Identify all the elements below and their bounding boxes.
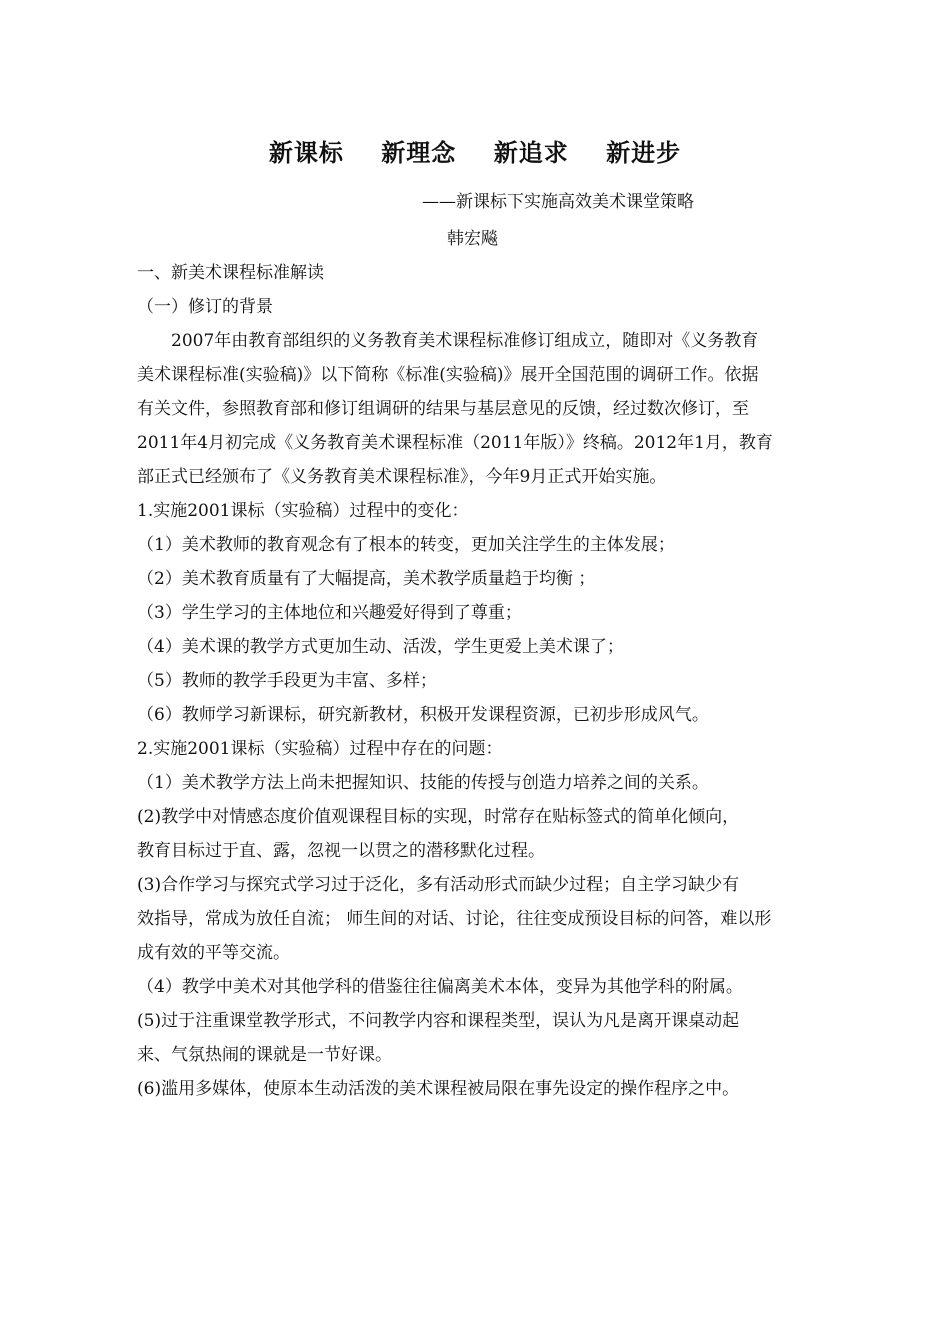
list-item: （4）教学中美术对其他学科的借鉴往往偏离美术本体，变异为其他学科的附属。 (137, 977, 743, 997)
paragraph-line: 2007年由教育部组织的义务教育美术课程标准修订组成立，随即对《义务教育 (171, 331, 759, 351)
problems-heading: 2.实施2001课标（实验稿）过程中存在的问题： (137, 739, 503, 759)
list-item-continuation: 教育目标过于直、露，忽视一以贯之的潜移默化过程。 (137, 841, 545, 861)
list-item-continuation: 来、气氛热闹的课就是一节好课。 (137, 1045, 392, 1065)
changes-list (137, 528, 817, 732)
list-item: （1）美术教学方法上尚未把握知识、技能的传授与创造力培养之间的关系。 (137, 773, 709, 793)
list-item-continuation: 效指导，常成为放任自流； 师生间的对话、讨论，往往变成预设目标的问答，难以形 (137, 909, 772, 929)
list-item: （1）美术教师的教育观念有了根本的转变，更加关注学生的主体发展； (137, 535, 675, 555)
document-subtitle: ——新课标下实施高效美术课堂策略 (422, 192, 694, 212)
section-heading: 一、新美术课程标准解读 (137, 263, 324, 283)
paragraph-line: 部正式已经颁布了《义务教育美术课程标准》，今年9月正式开始实施。 (137, 467, 667, 487)
subsection-heading: （一）修订的背景 (137, 297, 273, 317)
document-body (137, 256, 817, 1106)
paragraph-line: 有关文件，参照教育部和修订组调研的结果与基层意见的反馈，经过数次修订，至 (137, 399, 749, 419)
list-item: （6）教师学习新课标，研究新教材，积极开发课程资源，已初步形成风气。 (137, 705, 709, 725)
document-author: 韩宏飚 (447, 229, 498, 249)
paragraph-line: 2011年4月初完成《义务教育美术课程标准（2011年版）》终稿。2012年1月，教育 (137, 433, 773, 453)
background-paragraph (137, 324, 817, 494)
list-item: （3）学生学习的主体地位和兴趣爱好得到了尊重； (137, 603, 522, 623)
paragraph-line: 美术课程标准(实验稿)》以下简称《标准(实验稿)》展开全国范围的调研工作。依据 (137, 365, 759, 385)
list-item-continuation: 成有效的平等交流。 (137, 943, 290, 963)
problems-list (137, 766, 817, 1106)
list-item: (3)合作学习与探究式学习过于泛化，多有活动形式而缺少过程；自主学习缺少有 (137, 875, 740, 895)
list-item: （5）教师的教学手段更为丰富、多样； (137, 671, 437, 691)
changes-heading: 1.实施2001课标（实验稿）过程中的变化： (137, 501, 469, 521)
list-item: (5)过于注重课堂教学形式，不问教学内容和课程类型，误认为凡是离开课桌动起 (137, 1011, 740, 1031)
list-item: (2)教学中对情感态度价值观课程目标的实现，时常存在贴标签式的简单化倾向， (137, 807, 740, 827)
document-title: 新课标 新理念 新追求 新进步 (268, 139, 682, 167)
list-item: （2）美术教育质量有了大幅提高，美术教学质量趋于均衡 ； (137, 569, 596, 589)
list-item: (6)滥用多媒体，使原本生动活泼的美术课程被局限在事先设定的操作程序之中。 (137, 1079, 740, 1099)
list-item: （4）美术课的教学方式更加生动、活泼，学生更爱上美术课了； (137, 637, 624, 657)
